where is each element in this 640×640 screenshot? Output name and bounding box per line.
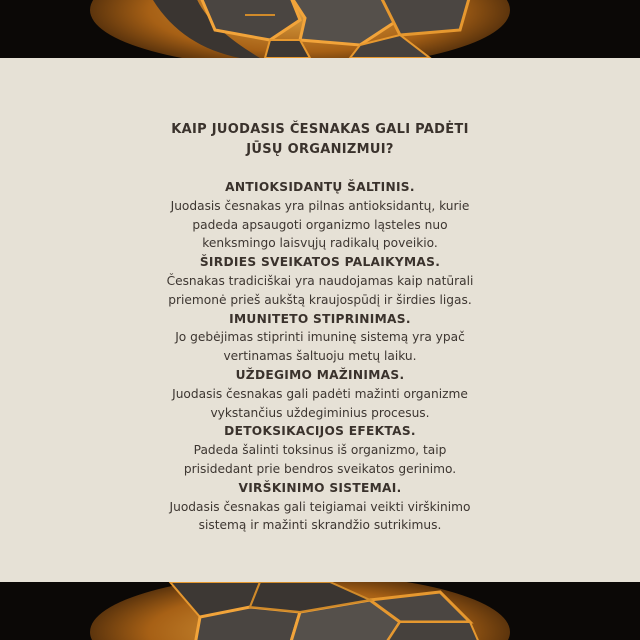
section-text-line: padeda apsaugoti organizmo ląsteles nuo <box>192 217 448 232</box>
section-text-line: Juodasis česnakas yra pilnas antioksidantų, kurie <box>170 198 470 213</box>
black-garlic-photo-bottom <box>0 582 640 640</box>
section-text-line: Padeda šalinti toksinus iš organizmo, taip <box>193 443 447 458</box>
benefit-section <box>0 479 640 535</box>
section-text-line: sistemą ir mažinti skrandžio sutrikimus. <box>198 518 442 533</box>
title-line: JŪSŲ ORGANIZMUI? <box>246 142 394 157</box>
section-text-line: priemonė prieš aukštą kraujospūdį ir širdies ligas. <box>168 292 472 307</box>
section-text-line: Juodasis česnakas gali teigiamai veikti virškinimo <box>169 499 471 514</box>
section-title: UŽDEGIMO MAŽINIMAS. <box>235 367 405 382</box>
benefit-section <box>0 178 640 253</box>
benefit-section <box>0 422 640 478</box>
section-text-line: kenksmingo laisvųjų radikalų poveikio. <box>202 236 438 251</box>
info-card <box>0 58 640 582</box>
section-text-line: Česnakas tradiciškai yra naudojamas kaip natūrali <box>166 273 474 288</box>
section-text-line: vertinamas šaltuoju metų laiku. <box>223 349 417 364</box>
section-title: VIRŠKINIMO SISTEMAI. <box>238 480 402 495</box>
benefits-list <box>0 178 640 535</box>
section-text-line: Juodasis česnakas gali padėti mažinti organizme <box>172 386 468 401</box>
title-line: KAIP JUODASIS ČESNAKAS GALI PADĖTI <box>171 122 469 137</box>
section-text-line: Jo gebėjimas stiprinti imuninę sistemą yra ypač <box>175 330 465 345</box>
page-title <box>0 120 640 160</box>
benefit-section <box>0 253 640 309</box>
section-title: ANTIOKSIDANTŲ ŠALTINIS. <box>225 180 415 194</box>
benefit-section <box>0 310 640 366</box>
black-garlic-photo-top <box>0 0 640 58</box>
section-text-line: prisidedant prie bendros sveikatos gerinimo. <box>183 461 457 476</box>
benefit-section <box>0 366 640 422</box>
section-title: IMUNITETO STIPRINIMAS. <box>229 311 411 326</box>
section-title: DETOKSIKACIJOS EFEKTAS. <box>224 424 416 439</box>
section-text-line: vykstančius uždegiminius procesus. <box>210 405 430 420</box>
section-title: ŠIRDIES SVEIKATOS PALAIKYMAS. <box>199 255 441 270</box>
